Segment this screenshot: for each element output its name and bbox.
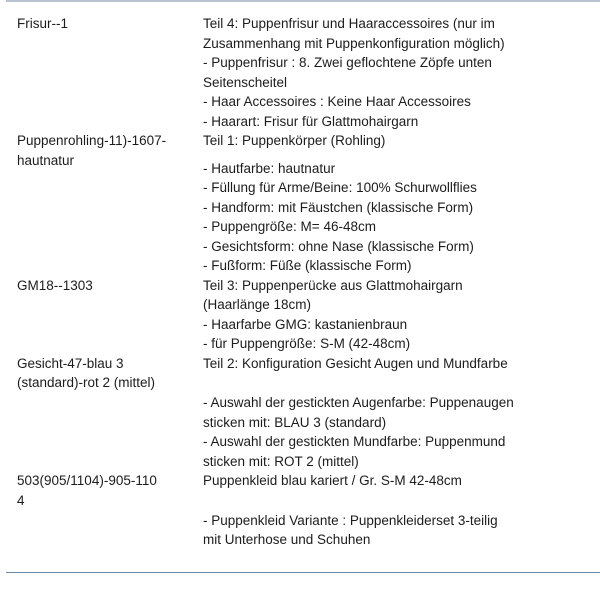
- description-line: - Fußform: Füße (klassische Form): [203, 258, 412, 273]
- description-line: - Auswahl der gestickten Augenfarbe: Puppenaugen: [203, 395, 514, 410]
- description-line: - Haarart: Frisur für Glattmohairgarn: [203, 113, 419, 129]
- description-line: - Puppenfrisur : 8. Zwei geflochtene Zöpfe unten: [203, 55, 492, 70]
- description-line: - Haarfarbe GMG: kastanienbraun: [203, 316, 408, 332]
- item-sku: Gesicht-47-blau 3 (standard)-rot 2 (mittel): [17, 355, 156, 390]
- item-row-perucke: [0, 276, 600, 354]
- description-line: sticken mit: ROT 2 (mittel): [203, 453, 359, 469]
- item-sku: Frisur--1: [17, 16, 68, 31]
- description-line: - Puppenkleid Variante : Puppenkleiderset 3-teilig: [203, 512, 498, 528]
- description-spacer: [203, 373, 595, 393]
- description-line: - für Puppengröße: S-M (42-48cm): [203, 336, 411, 351]
- top-rule: [6, 0, 600, 2]
- description-line: Puppenkleid blau kariert / Gr. S-M 42-48cm: [203, 473, 462, 488]
- description-line: (Haarlänge 18cm): [203, 297, 312, 312]
- item-description: [203, 354, 595, 472]
- description-spacer: [203, 151, 595, 159]
- description-line: Teil 3: Puppenperücke aus Glattmohairgarn: [203, 277, 463, 293]
- description-line: - Gesichtsform: ohne Nase (klassische Form): [203, 238, 474, 254]
- description-line: - Füllung für Arme/Beine: 100% Schurwollflies: [203, 180, 477, 195]
- item-description: [203, 471, 595, 550]
- description-line: - Puppengröße: M= 46-48cm: [203, 219, 376, 234]
- order-items-table: [0, 14, 600, 550]
- description-line: Seitenscheitel: [203, 74, 288, 90]
- bottom-rule: [6, 572, 600, 573]
- description-line: Teil 1: Puppenkörper (Rohling): [203, 133, 386, 148]
- description-line: - Auswahl der gestickten Mundfarbe: Puppenmund: [203, 434, 506, 449]
- item-row-puppenkleid: [0, 471, 600, 550]
- item-row-gesicht: [0, 354, 600, 472]
- item-row-puppenrohling: [0, 131, 600, 276]
- description-line: Teil 2: Konfiguration Gesicht Augen und Mundfarbe: [203, 355, 508, 371]
- description-line: Zusammenhang mit Puppenkonfiguration möglich): [203, 35, 505, 51]
- item-sku: GM18--1303: [17, 277, 93, 293]
- description-line: - Handform: mit Fäustchen (klassische Form): [203, 199, 474, 215]
- description-spacer: [203, 491, 595, 511]
- item-description: [203, 276, 595, 354]
- description-line: Teil 4: Puppenfrisur und Haaraccessoires (nur im: [203, 16, 495, 31]
- description-line: sticken mit: BLAU 3 (standard): [203, 414, 387, 430]
- description-line: mit Unterhose und Schuhen: [203, 532, 371, 547]
- item-description: [203, 14, 595, 131]
- item-sku: Puppenrohling-11)-1607- hautnatur: [17, 133, 167, 168]
- description-line: - Haar Accessoires : Keine Haar Accessoires: [203, 94, 471, 109]
- description-line: - Hautfarbe: hautnatur: [203, 160, 336, 176]
- item-row-frisur: [0, 14, 600, 131]
- item-sku: 503(905/1104)-905-110 4: [17, 473, 157, 508]
- item-description: [203, 131, 595, 276]
